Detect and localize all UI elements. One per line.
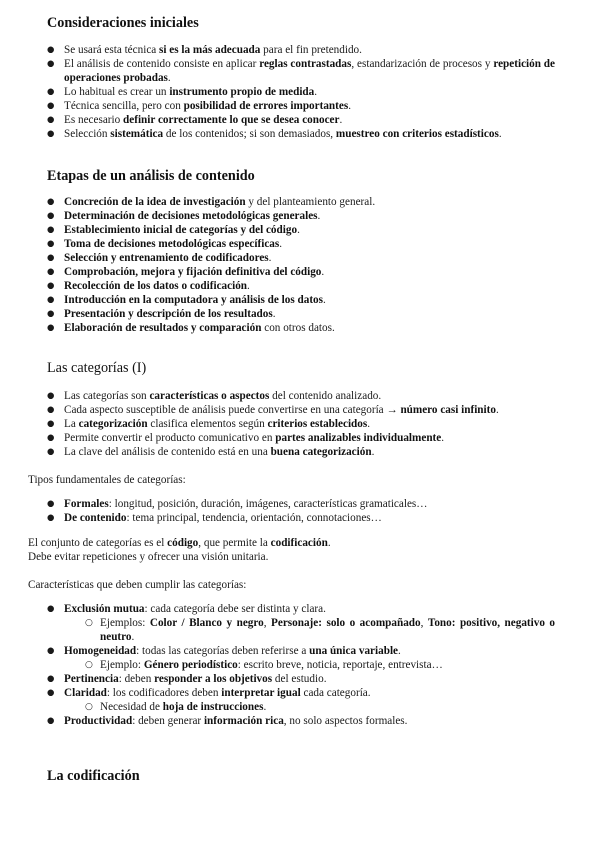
list-item: ● Toma de decisiones metodológicas específicas. [0,237,600,251]
list-item: ● Selección y entrenamiento de codificadores. [0,251,600,265]
sub-list-item: ○ Necesidad de hoja de instrucciones. [0,700,600,714]
list-item: ● Recolección de los datos o codificación. [0,279,600,293]
list-item: ● Exclusión mutua: cada categoría debe ser distinta y clara. [0,602,600,616]
list-item: ● Se usará esta técnica si es la más adecuada para el fin pretendido. [0,43,600,57]
heading-etapas: Etapas de un análisis de contenido [47,168,255,184]
list-item: ● Concreción de la idea de investigación y del planteamiento general. [0,195,600,209]
list-item: ● Formales: longitud, posición, duración, imágenes, características gramaticales… [0,497,600,511]
list-item: ● Comprobación, mejora y fijación definitiva del código. [0,265,600,279]
list-item: ● Pertinencia: deben responder a los objetivos del estudio. [0,672,600,686]
sub-list-item: ○ Ejemplos: Color / Blanco y negro, Personaje: solo o acompañado, Tono: positivo, negativo o neutro. [0,616,600,644]
tipos-intro: Tipos fundamentales de categorías: [28,474,186,486]
list-consideraciones [0,43,600,141]
list-item: ● Permite convertir el producto comunicativo en partes analizables individualmente. [0,431,600,445]
sub-list-item: ○ Ejemplo: Género periodístico: escrito breve, noticia, reportaje, entrevista… [0,658,600,672]
list-item: ● Presentación y descripción de los resultados. [0,307,600,321]
list-etapas [0,195,600,335]
list-item: ● Claridad: los codificadores deben interpretar igual cada categoría. [0,686,600,700]
list-caracteristicas [0,602,600,728]
heading-la-codificacion: La codificación [47,768,140,784]
list-item: ● El análisis de contenido consiste en aplicar reglas contrastadas, estandarización de procesos y repetición de operaciones probadas. [0,57,600,85]
list-item: ● Determinación de decisiones metodológicas generales. [0,209,600,223]
list-item: ● Lo habitual es crear un instrumento propio de medida. [0,85,600,99]
list-item: ● Introducción en la computadora y análisis de los datos. [0,293,600,307]
heading-consideraciones-iniciales: Consideraciones iniciales [47,15,199,31]
list-item: ● Homogeneidad: todas las categorías deben referirse a una única variable. [0,644,600,658]
list-item: ● Selección sistemática de los contenidos; si son demasiados, muestreo con criterios estadísticos. [0,127,600,141]
list-item: ● Establecimiento inicial de categorías y del código. [0,223,600,237]
list-item: ● Productividad: deben generar información rica, no solo aspectos formales. [0,714,600,728]
list-item: ● Elaboración de resultados y comparación con otros datos. [0,321,600,335]
list-item: ● Técnica sencilla, pero con posibilidad de errores importantes. [0,99,600,113]
caracteristicas-intro: Características que deben cumplir las categorías: [28,579,247,591]
list-item: ● Cada aspecto susceptible de análisis puede convertirse en una categoría → número casi infinito. [0,403,600,417]
list-categorias [0,389,600,459]
list-item: ● De contenido: tema principal, tendencia, orientación, connotaciones… [0,511,600,525]
conjunto-paragraph: El conjunto de categorías es el código, que permite la codificación. Debe evitar repeticiones y ofrecer una visión unitaria. [28,537,331,563]
list-item: ● La clave del análisis de contenido está en una buena categorización. [0,445,600,459]
heading-las-categorias: Las categorías (I) [47,360,147,376]
list-tipos [0,497,600,525]
list-item: ● La categorización clasifica elementos según criterios establecidos. [0,417,600,431]
list-item: ● Las categorías son características o aspectos del contenido analizado. [0,389,600,403]
list-item: ● Es necesario definir correctamente lo que se desea conocer. [0,113,600,127]
